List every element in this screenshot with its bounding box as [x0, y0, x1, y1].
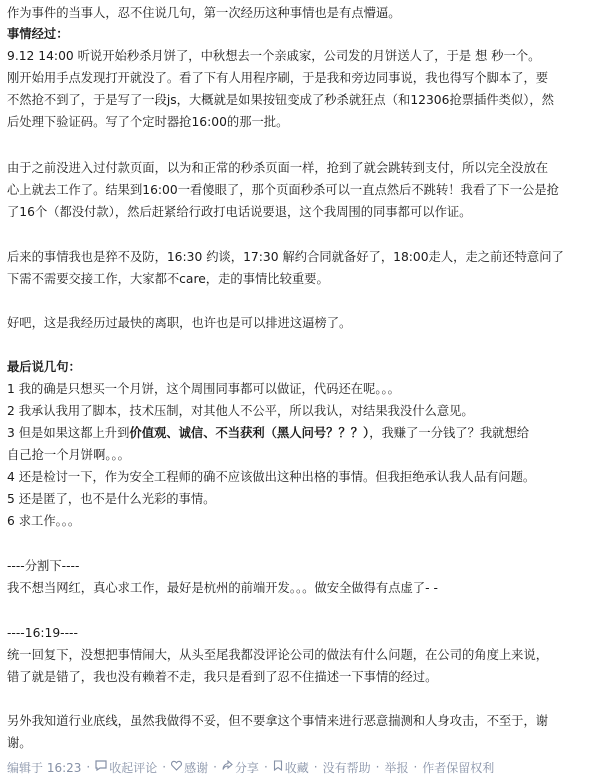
paragraph-line: 刚开始用手点发现打开就没了。看了下有人用程序刷，于是我和旁边同事说，我也得写个脚本了，要: [7, 71, 549, 85]
paragraph-line: 谢。: [7, 736, 32, 750]
paragraph-line: 了16个（都没付款），然后赶紧给行政打电话说要退，这个我周围的同事都可以作证。: [7, 205, 472, 219]
comment-icon: [95, 760, 107, 774]
bookmark-button[interactable]: [273, 759, 309, 776]
separator-dot: ·: [313, 760, 318, 774]
bookmark-label: 收藏: [284, 760, 309, 775]
separator-dot: ·: [86, 760, 91, 774]
not-helpful-button[interactable]: 没有帮助: [322, 760, 371, 775]
answer-footer: [7, 758, 494, 776]
list-item-text: 3 但是如果这都上升到: [7, 426, 130, 440]
bookmark-icon: [273, 760, 283, 774]
report-button[interactable]: 举报: [384, 760, 409, 775]
divider-text: ----16:19----: [7, 626, 78, 640]
separator-dot: ·: [213, 760, 217, 774]
list-item: 2 我承认我用了脚本，技术压制，对其他人不公平，所以我认，对结果我没什么意见。: [7, 404, 474, 418]
list-item: 6 求工作。。。: [7, 514, 81, 528]
paragraph-line: 心上就去工作了。结果到16:00一看傻眼了，那个页面秒杀可以一直点然后不跳转！我看了下一公是抢: [7, 183, 559, 197]
paragraph-line: 由于之前没进入过付款页面，以为和正常的秒杀页面一样，抢到了就会跳转到支付，所以完全没放在: [7, 161, 549, 175]
collapse-comments-button[interactable]: [95, 759, 157, 776]
share-icon: [222, 760, 233, 774]
list-item: 4 还是检讨一下，作为安全工程师的确不应该做出这种出格的事情。但我拒绝承认我人品有问题。: [7, 470, 536, 484]
list-item: 1 我的确是只想买一个月饼，这个周围同事都可以做证，代码还在呢。。。: [7, 382, 400, 396]
section-heading-final-words: 最后说几句：: [7, 360, 81, 374]
paragraph-line: 后处理下验证码。写了个定时器抢16:00的那一批。: [7, 115, 289, 129]
list-item-text: ，我赚了一分钱了？我就想给: [369, 426, 530, 440]
author-rights-link[interactable]: 作者保留权利: [422, 760, 495, 775]
intro-text: 作为事件的当事人，忍不住说几句，第一次经历这种事情也是有点懵逼。: [7, 6, 401, 20]
paragraph-line: 我不想当网红，真心求工作，最好是杭州的前端开发。。。做安全做得有点虚了- -: [7, 581, 438, 595]
paragraph-line: 不然抢不到了，于是写了一段js，大概就是如果按钮变成了秒杀就狂点（和12306抢票插件类似），然: [7, 93, 554, 107]
list-item: [7, 425, 594, 442]
paragraph-line: 后来的事情我也是猝不及防，16:30 约谈，17:30 解约合同就备好了，18:00走人，走之前还特意问了: [7, 250, 564, 264]
section-heading-process: 事情经过：: [7, 27, 69, 41]
paragraph-line: 统一回复下，没想把事情闹大，从头至尾我都没评论公司的做法有什么问题，在公司的角度上来说，: [7, 648, 549, 662]
paragraph-line: 下需不需要交接工作，大家都不care，走的事情比较重要。: [7, 272, 329, 286]
list-item: 5 还是匿了，也不是什么光彩的事情。: [7, 492, 216, 506]
thanks-button[interactable]: [171, 759, 208, 776]
thanks-icon: [171, 760, 182, 774]
paragraph-line: 9.12 14:00 听说开始秒杀月饼了，中秋想去一个亲戚家，公司发的月饼送人了，于是 想 秒一个。: [7, 49, 541, 63]
share-label: 分享: [234, 760, 259, 775]
separator-dot: ·: [263, 760, 268, 774]
separator-dot: ·: [375, 760, 380, 774]
edited-time-link[interactable]: 编辑于 16:23: [7, 760, 82, 775]
paragraph-line: 另外我知道行业底线，虽然我做得不妥，但不要拿这个事情来进行恶意揣测和人身攻击，不至于，谢: [7, 714, 549, 728]
divider-text: ----分割下----: [7, 559, 80, 573]
list-item-bold-text: 价值观、诚信、不当获利（黑人问号？？？）: [129, 426, 370, 440]
share-button[interactable]: [222, 759, 259, 776]
thanks-label: 感谢: [184, 760, 209, 775]
list-item-continued: 自己抢一个月饼啊。。。: [7, 448, 130, 462]
paragraph-line: 错了就是错了，我也没有赖着不走，我只是看到了忍不住描述一下事情的经过。: [7, 670, 438, 684]
separator-dot: ·: [413, 760, 418, 774]
paragraph-line: 好吧，这是我经历过最快的离职，也许也是可以排进这逼榜了。: [7, 316, 352, 330]
separator-dot: ·: [162, 760, 167, 774]
collapse-comments-label: 收起评论: [109, 760, 158, 775]
